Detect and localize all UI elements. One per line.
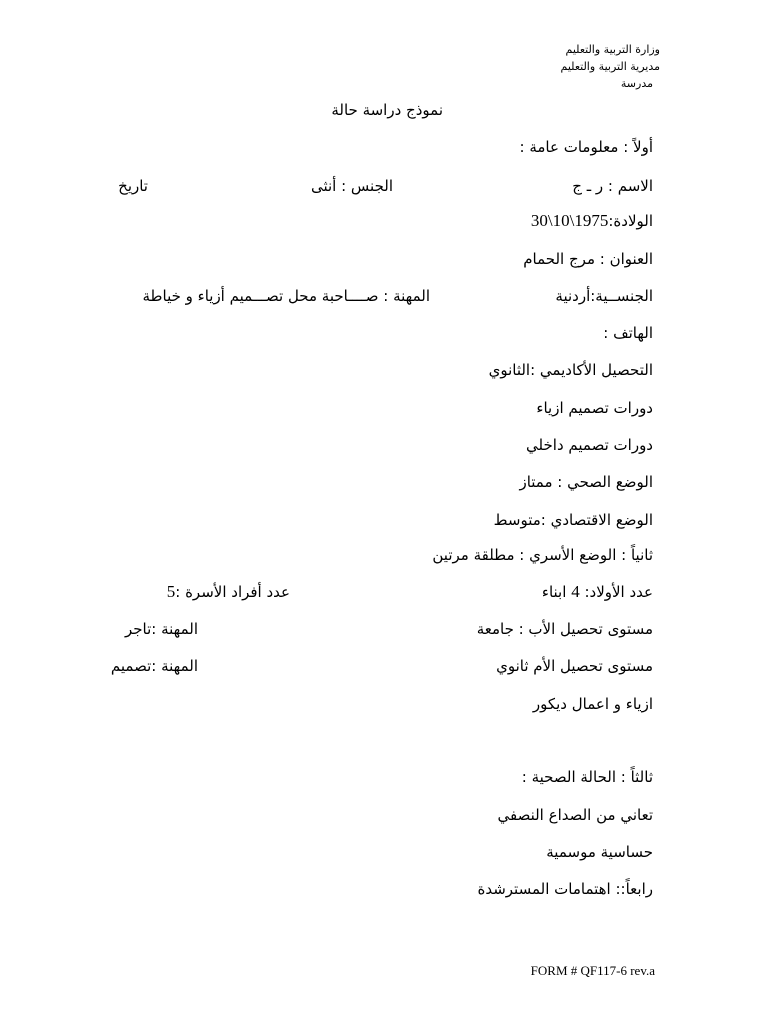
birth-label: الولادة: <box>608 212 653 230</box>
father-occupation-field: المهنة :تاجر <box>124 620 198 638</box>
directorate-header: مديرية التربية والتعليم <box>560 60 660 73</box>
gender-field: الجنس : أنثى <box>310 177 393 195</box>
health-status-field: الوضع الصحي : ممتاز <box>519 473 653 491</box>
phone-field: الهاتف : <box>603 324 653 342</box>
children-count-field <box>542 583 653 601</box>
children-unit: ابناء <box>541 583 567 601</box>
education-field: التحصيل الأكاديمي :الثانوي <box>488 361 653 379</box>
form-title: نموذج دراسة حالة <box>331 101 443 119</box>
health-item-migraine: تعاني من الصداع النصفي <box>497 806 653 824</box>
birth-field <box>531 212 653 230</box>
section-health-heading: ثالثاً : الحالة الصحية : <box>521 768 653 786</box>
economic-status-field: الوضع الاقتصادي :متوسط <box>493 511 653 529</box>
course-interior: دورات تصميم داخلي <box>526 436 653 454</box>
school-header: مدرسة <box>620 77 653 90</box>
children-label: عدد الأولاد: <box>584 583 653 601</box>
occupation-field: المهنة : صــــاحبة محل تصـــميم أزياء و خياطة <box>142 287 430 305</box>
mother-occupation-continued: ازياء و اعمال ديكور <box>532 695 653 713</box>
form-number-footer: FORM # QF117-6 rev.a <box>530 963 655 978</box>
name-field: الاسم : ر ـ ج <box>572 177 653 195</box>
family-size-label: عدد أفراد الأسرة : <box>175 583 290 601</box>
mother-education-field: مستوى تحصيل الأم ثانوي <box>496 657 653 675</box>
ministry-header: وزارة التربية والتعليم <box>565 43 660 56</box>
children-count: 4 <box>571 582 580 601</box>
family-size-value: 5 <box>166 582 176 601</box>
section-general-heading: أولاً : معلومات عامة : <box>519 138 653 156</box>
family-size-field <box>167 583 290 601</box>
father-education-field: مستوى تحصيل الأب : جامعة <box>476 620 653 638</box>
section-interests-heading: رابعاً:: اهتمامات المسترشدة <box>477 880 653 898</box>
date-label: تاريخ <box>118 177 148 195</box>
address-field: العنوان : مرج الحمام <box>523 250 653 268</box>
birth-date: 30\10\1975 <box>530 211 609 230</box>
nationality-field: الجنســية:أردنية <box>555 287 653 305</box>
family-status-heading: ثانياً : الوضع الأسري : مطلقة مرتين <box>432 546 653 564</box>
course-fashion: دورات تصميم ازياء <box>536 399 653 417</box>
mother-occupation-field: المهنة :تصميم <box>110 657 198 675</box>
health-item-allergy: حساسية موسمية <box>546 843 653 861</box>
